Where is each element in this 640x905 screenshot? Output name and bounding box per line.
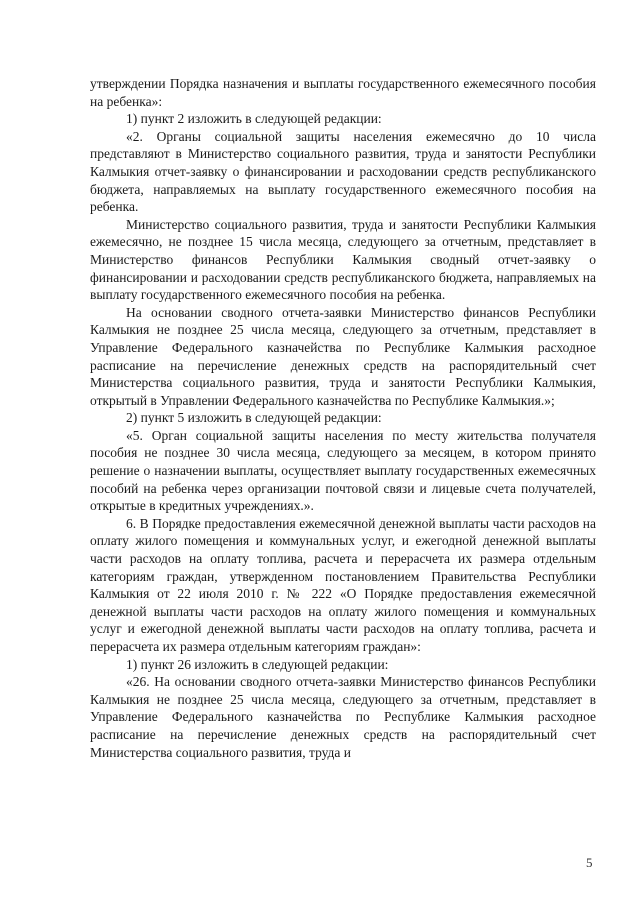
paragraph-continuation: утверждении Порядка назначения и выплаты государственного ежемесячного пособия на ребенка»: [90,76,596,109]
paragraph-item-5-heading: 2) пункт 5 изложить в следующей редакции: [126,410,382,426]
paragraph-item-5-text: «5. Орган социальной защиты населения по месту жительства получателя пособия не позднее 30 числа месяца, следующего за месяцем, в котором принято решение о назначении выплаты, осуществляет выплату государственных ежемесячных пособий на ребенка через организации почтовой связи и лицевые счета получателей, открытые в кредитных учреждениях.». [90,427,596,514]
paragraph-item-26-heading: 1) пункт 26 изложить в следующей редакции: [126,656,389,672]
paragraph-section-6: 6. В Порядке предоставления ежемесячной денежной выплаты части расходов на оплату жилого помещения и коммунальных услуг, и ежегодной денежной выплаты части расходов на оплату топлива, расчета и перерасчета их размера отдельным категориям граждан, утвержденном постановлением Правительства Республики Калмыкия от 22 июля 2010 г. № 222 «О Порядке предоставления ежемесячной денежной выплаты части расходов на оплату жилого помещения и коммунальных услуг и ежегодной денежной выплаты части расходов на оплату топлива, расчета и перерасчета их размера отдельным категориям граждан»: [90,515,596,654]
paragraph-ministry-report: Министерство социального развития, труда и занятости Республики Калмыкия ежемесячно, не позднее 15 числа месяца, следующего за отчетным, представляет в Министерство финансов Республики Калмыкия сводный отчет-заявку о финансировании и расходовании средств республиканского бюджета, направляемых на выплату государственного ежемесячного пособия на ребенка. [90,216,596,303]
paragraph-item-26-text: «26. На основании сводного отчета-заявки Министерство финансов Республики Калмыкия не позднее 25 числа месяца, следующего за отчетным, представляет в Управление Федерального казначейства по Республике Калмыкия расходное расписание на перечисление денежных средств на распорядительный счет Министерства социального развития, труда и [90,674,596,760]
paragraph-item-2-text: «2. Органы социальной защиты населения ежемесячно до 10 числа представляют в Министерство социального развития, труда и занятости Республики Калмыкия отчет-заявку о финансировании и расходовании средств республиканского бюджета, направляемых на выплату государственного ежемесячного пособия на ребенка. [90,128,596,215]
page-number: 5 [586,855,593,870]
paragraph-item-2-heading: 1) пункт 2 изложить в следующей редакции: [126,111,382,127]
document-body [90,75,596,761]
paragraph-finance-ministry: На основании сводного отчета-заявки Министерство финансов Республики Калмыкия не позднее 25 числа месяца, следующего за отчетным, представляет в Управление Федерального казначейства по Республике Калмыкия расходное расписание на перечисление денежных средств на распорядительный счет Министерства социального развития, труда и занятости Республики Калмыкия, открытый в Управлении Федерального казначейства по Республике Калмыкия.»; [90,304,596,408]
